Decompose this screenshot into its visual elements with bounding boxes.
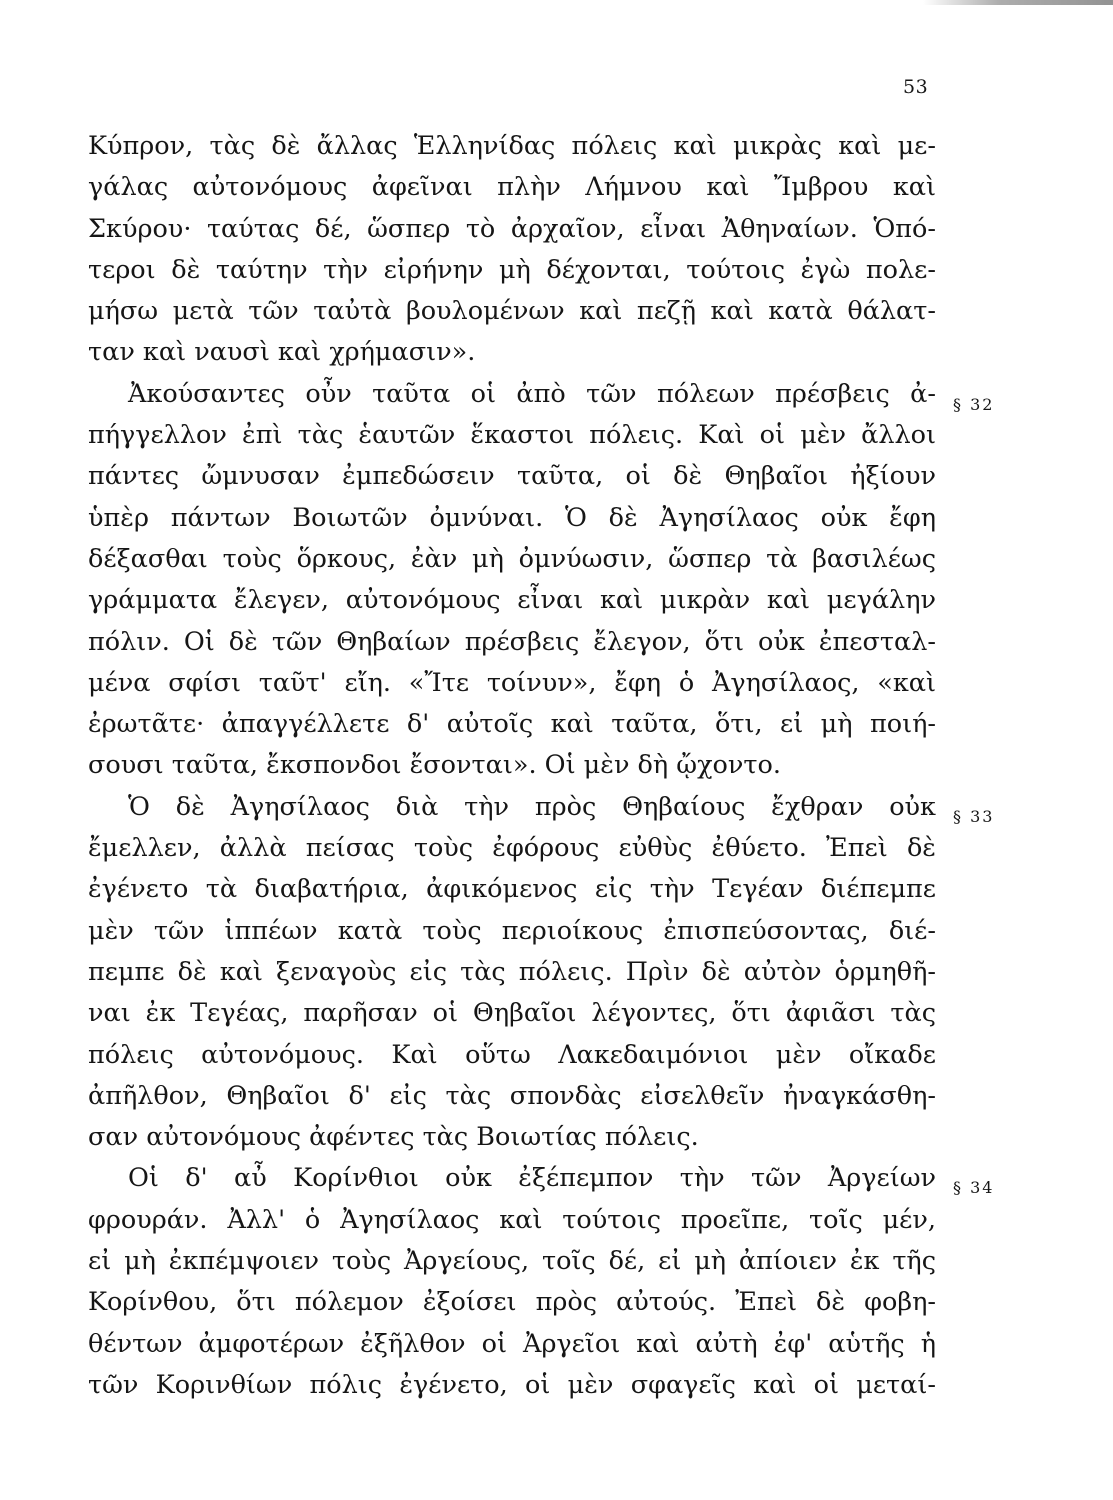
text-line: εἰ μὴ ἐκπέμψοιεν τοὺς Ἀργείους, τοῖς δέ, εἰ μὴ ἀπίοιεν ἐκ τῆς <box>88 1246 936 1277</box>
text-line: πάντες ὤμνυσαν ἐμπεδώσειν ταῦτα, οἱ δὲ Θηβαῖοι ἠξίουν <box>88 461 936 492</box>
text-line: ταν καὶ ναυσὶ καὶ χρήμασιν». <box>88 337 476 368</box>
text-line: σουσι ταῦτα, ἔκσπονδοι ἔσονται». Οἱ μὲν δὴ ᾤχοντο. <box>88 750 781 781</box>
text-line: ἀπῆλθον, Θηβαῖοι δ' εἰς τὰς σπονδὰς εἰσελθεῖν ἠναγκάσθη- <box>88 1080 936 1111</box>
text-line: σαν αὐτονόμους ἀφέντες τὰς Βοιωτίας πόλεις. <box>88 1122 699 1153</box>
text-line: δέξασθαι τοὺς ὅρκους, ἐὰν μὴ ὀμνύωσιν, ὥσπερ τὰ βασιλέως <box>88 543 936 574</box>
section-mark-33: § 33 <box>953 807 995 826</box>
text-line: Ὁ δὲ Ἀγησίλαος διὰ τὴν πρὸς Θηβαίους ἔχθραν οὐκ <box>128 791 936 822</box>
section-mark-34: § 34 <box>953 1178 995 1197</box>
text-line: ἔμελλεν, ἀλλὰ πείσας τοὺς ἐφόρους εὐθὺς ἐθύετο. Ἐπεὶ δὲ <box>88 833 936 864</box>
text-line: θέντων ἀμφοτέρων ἐξῆλθον οἱ Ἀργεῖοι καὶ αὐτὴ ἐφ' αὑτῆς ἡ <box>88 1328 936 1359</box>
text-line: ἐγένετο τὰ διαβατήρια, ἀφικόμενος εἰς τὴν Τεγέαν διέπεμπε <box>88 874 936 905</box>
text-line: Κύπρον, τὰς δὲ ἄλλας Ἑλληνίδας πόλεις καὶ μικρὰς καὶ με- <box>88 131 936 161</box>
text-line: Ἀκούσαντες οὖν ταῦτα οἱ ἀπὸ τῶν πόλεων πρέσβεις ἀ- <box>128 378 936 409</box>
section-mark-32: § 32 <box>953 395 995 414</box>
text-line: πόλεις αὐτονόμους. Καὶ οὕτω Λακεδαιμόνιοι μὲν οἴκαδε <box>88 1039 936 1070</box>
body-text <box>88 126 936 1406</box>
text-line: ἐρωτᾶτε· ἀπαγγέλλετε δ' αὐτοῖς καὶ ταῦτα, ὅτι, εἰ μὴ ποιή- <box>88 709 936 740</box>
text-line: πόλιν. Οἱ δὲ τῶν Θηβαίων πρέσβεις ἔλεγον, ὅτι οὐκ ἐπεσταλ- <box>88 626 936 657</box>
text-line: πεμπε δὲ καὶ ξεναγοὺς εἰς τὰς πόλεις. Πρὶν δὲ αὐτὸν ὁρμηθῆ- <box>88 956 936 987</box>
top-edge-shadow <box>923 0 1113 5</box>
text-line: γάλας αὐτονόμους ἀφεῖναι πλὴν Λήμνου καὶ Ἴμβρου καὶ <box>88 172 936 203</box>
text-line: γράμματα ἔλεγεν, αὐτονόμους εἶναι καὶ μικρὰν καὶ μεγάλην <box>88 585 936 616</box>
text-line: φρουράν. Ἀλλ' ὁ Ἀγησίλαος καὶ τούτοις προεῖπε, τοῖς μέν, <box>88 1204 936 1235</box>
text-line: τῶν Κορινθίων πόλις ἐγένετο, οἱ μὲν σφαγεῖς καὶ οἱ μεταί- <box>88 1369 936 1400</box>
text-line: ὑπὲρ πάντων Βοιωτῶν ὀμνύναι. Ὁ δὲ Ἀγησίλαος οὐκ ἔφη <box>88 502 936 533</box>
text-line: πήγγελλον ἐπὶ τὰς ἑαυτῶν ἕκαστοι πόλεις. Καὶ οἱ μὲν ἄλλοι <box>88 420 936 451</box>
page-number: 53 <box>903 76 929 98</box>
text-line: ναι ἐκ Τεγέας, παρῆσαν οἱ Θηβαῖοι λέγοντες, ὅτι ἀφιᾶσι τὰς <box>88 998 936 1029</box>
text-line: τεροι δὲ ταύτην τὴν εἰρήνην μὴ δέχονται, τούτοις ἐγὼ πολε- <box>88 254 936 285</box>
text-line: μένα σφίσι ταῦτ' εἴη. «Ἴτε τοίνυν», ἔφη ὁ Ἀγησίλαος, «καὶ <box>88 667 936 698</box>
text-line: Οἱ δ' αὖ Κορίνθιοι οὐκ ἐξέπεμπον τὴν τῶν Ἀργείων <box>128 1163 936 1194</box>
text-line: μὲν τῶν ἱππέων κατὰ τοὺς περιοίκους ἐπισπεύσοντας, διέ- <box>88 915 936 946</box>
text-line: μήσω μετὰ τῶν ταὐτὰ βουλομένων καὶ πεζῇ καὶ κατὰ θάλατ- <box>88 296 936 327</box>
text-line: Σκύρου· ταύτας δέ, ὥσπερ τὸ ἀρχαῖον, εἶναι Ἀθηναίων. Ὁπό- <box>88 213 936 244</box>
text-line: Κορίνθου, ὅτι πόλεμον ἐξοίσει πρὸς αὐτούς. Ἐπεὶ δὲ φοβη- <box>88 1287 936 1318</box>
